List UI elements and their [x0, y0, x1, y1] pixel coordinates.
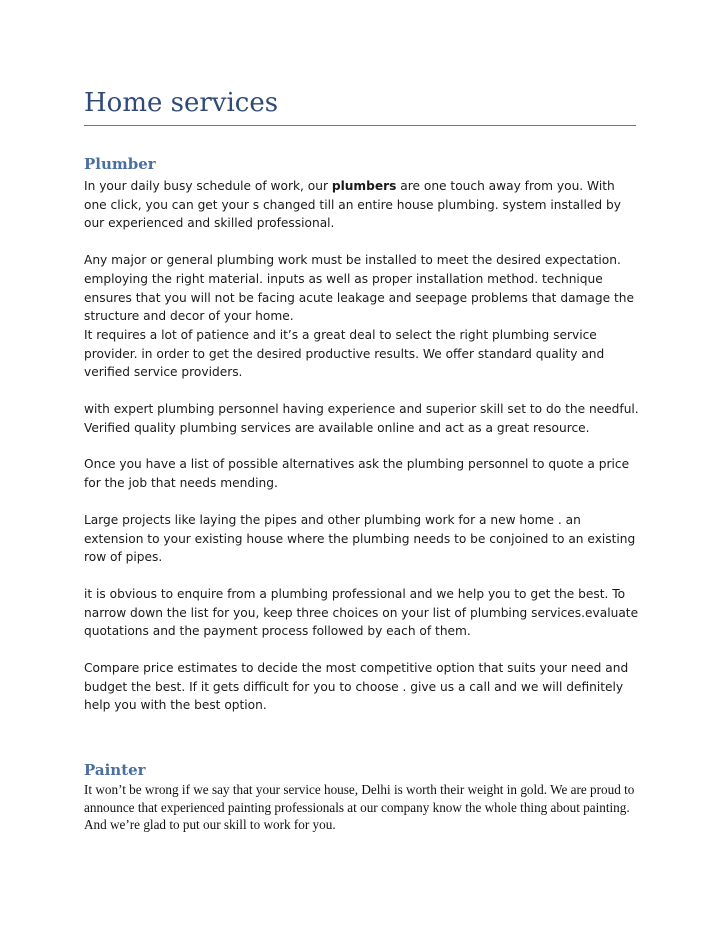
plumber-section-body [84, 177, 640, 733]
plumber-paragraph-5: Once you have a list of possible alternatives ask the plumbing personnel to quote a price for the job that needs mending. [84, 457, 630, 491]
plumber-p1-text-end: are one touch away from you. With one click, you can get your s changed till an entire house plumbing. system installed by our experienced and skilled professional. [84, 179, 621, 231]
plumber-heading: Plumber [84, 155, 156, 173]
plumber-paragraph-1 [84, 177, 640, 233]
painter-paragraph-1: It won’t be wrong if we say that your service house, Delhi is worth their weight in gold. We are proud to announce that experienced painting professionals at our company know the whole thing about painting. And we’re glad to put our skill to work for you. [84, 782, 635, 832]
plumber-p1-text-start: In your daily busy schedule of work, our [84, 179, 332, 193]
plumber-paragraph-7: it is obvious to enquire from a plumbing professional and we help you to get the best. To narrow down the list for you, keep three choices on your list of plumbing services.evaluate quotations and the payment process followed by each of them. [84, 586, 639, 639]
plumber-paragraph-3: It requires a lot of patience and it’s a great deal to select the right plumbing service provider. in order to get the desired productive results. We offer standard quality and verified service providers. [84, 327, 605, 380]
painter-heading: Painter [84, 761, 146, 779]
plumber-paragraph-4: with expert plumbing personnel having experience and superior skill set to do the needful. Verified quality plumbing services are available online and act as a great resource. [84, 402, 639, 435]
title-divider [84, 125, 636, 126]
plumbers-link-text: plumbers [331, 179, 397, 193]
page-title: Home services [84, 88, 279, 118]
plumber-paragraph-2: Any major or general plumbing work must be installed to meet the desired expectation. employing the right material. inputs as well as proper installation method. technique ensures that you will not be facing acute leakage and seepage problems that damage the structure and decor of your home. [84, 253, 634, 324]
plumber-paragraph-8: Compare price estimates to decide the most competitive option that suits your need and budget the best. If it gets difficult for you to choose . give us a call and we will definitely help you with the best option. [84, 661, 629, 713]
plumber-paragraph-6: Large projects like laying the pipes and other plumbing work for a new home . an extension to your existing house where the plumbing needs to be conjoined to an existing row of pipes. [84, 512, 636, 565]
